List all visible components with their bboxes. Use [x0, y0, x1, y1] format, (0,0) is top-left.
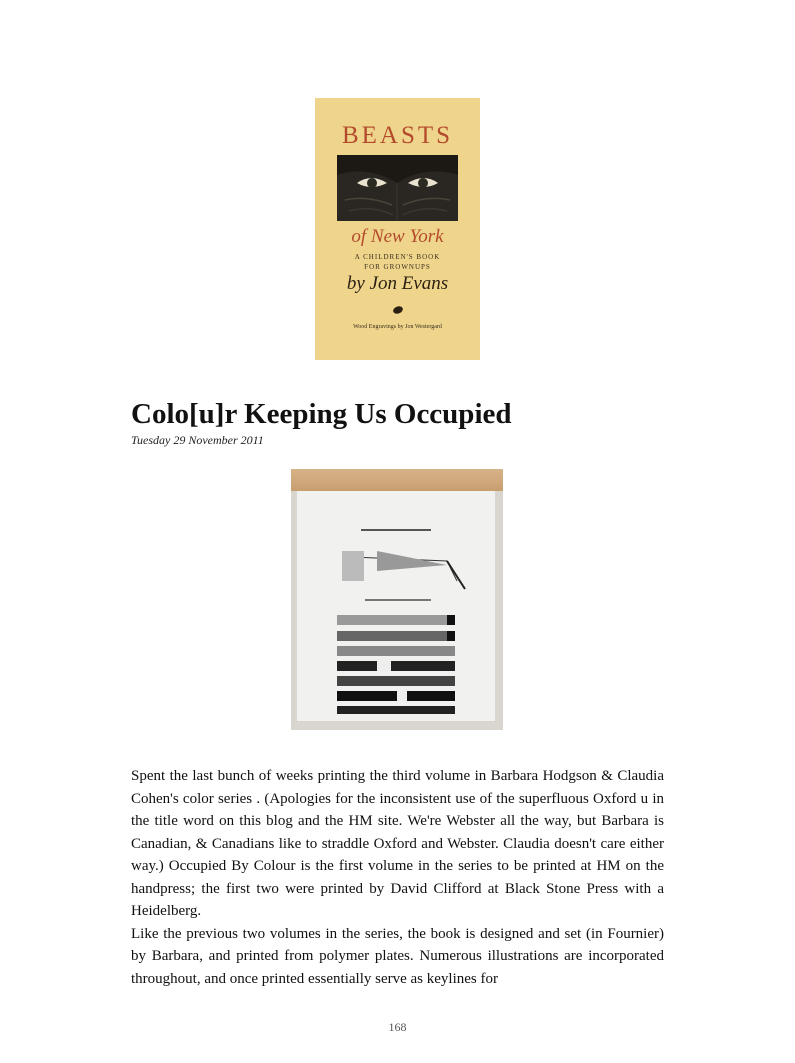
wood-surface — [291, 469, 503, 491]
post-body — [131, 765, 664, 990]
cover-tagline-line1: A CHILDREN'S BOOK — [354, 253, 441, 261]
tiger-eyes-engraving — [337, 155, 458, 221]
book-cover-image — [315, 98, 480, 360]
cover-tagline — [315, 252, 480, 272]
cover-credit: Wood Engravings by Jon Westergard — [353, 324, 442, 330]
page-number: 168 — [388, 1020, 407, 1034]
cover-author: by Jon Evans — [346, 273, 449, 294]
cover-subtitle: of New York — [351, 226, 444, 247]
post-title: Colo[u]r Keeping Us Occupied — [131, 398, 512, 430]
body-paragraph-1: Spent the last bunch of weeks printing the third volume in Barbara Hodgson & Claudia Cohen's color series . (Apologies for the inconsistent use of the superfluous Oxford u in the title word on this blog and the HM site. We're Webster all the way, but Barbara is Canadian, & Canadians like to straddle Oxford and Webster. Claudia doesn't care either way.) Occupied By Colour is the first volume in the series to be printed at HM on the handpress; the first two were printed by David Clifford at Black Stone Press with a Heidelberg. — [131, 768, 664, 919]
body-paragraph-2: Like the previous two volumes in the series, the book is designed and set (in Fournier) by Barbara, and printed from polymer plates. Numerous illustrations are incorporated throughout, and once printed essentially serve as keylines for — [131, 925, 664, 987]
acorn-ornament-icon — [392, 302, 404, 312]
printed-sheet — [297, 491, 495, 721]
post-date: Tuesday 29 November 2011 — [131, 433, 264, 447]
cover-title: BEASTS — [341, 122, 454, 149]
printed-sheet-photo — [291, 469, 503, 730]
cover-tagline-line2: FOR GROWNUPS — [364, 263, 431, 271]
